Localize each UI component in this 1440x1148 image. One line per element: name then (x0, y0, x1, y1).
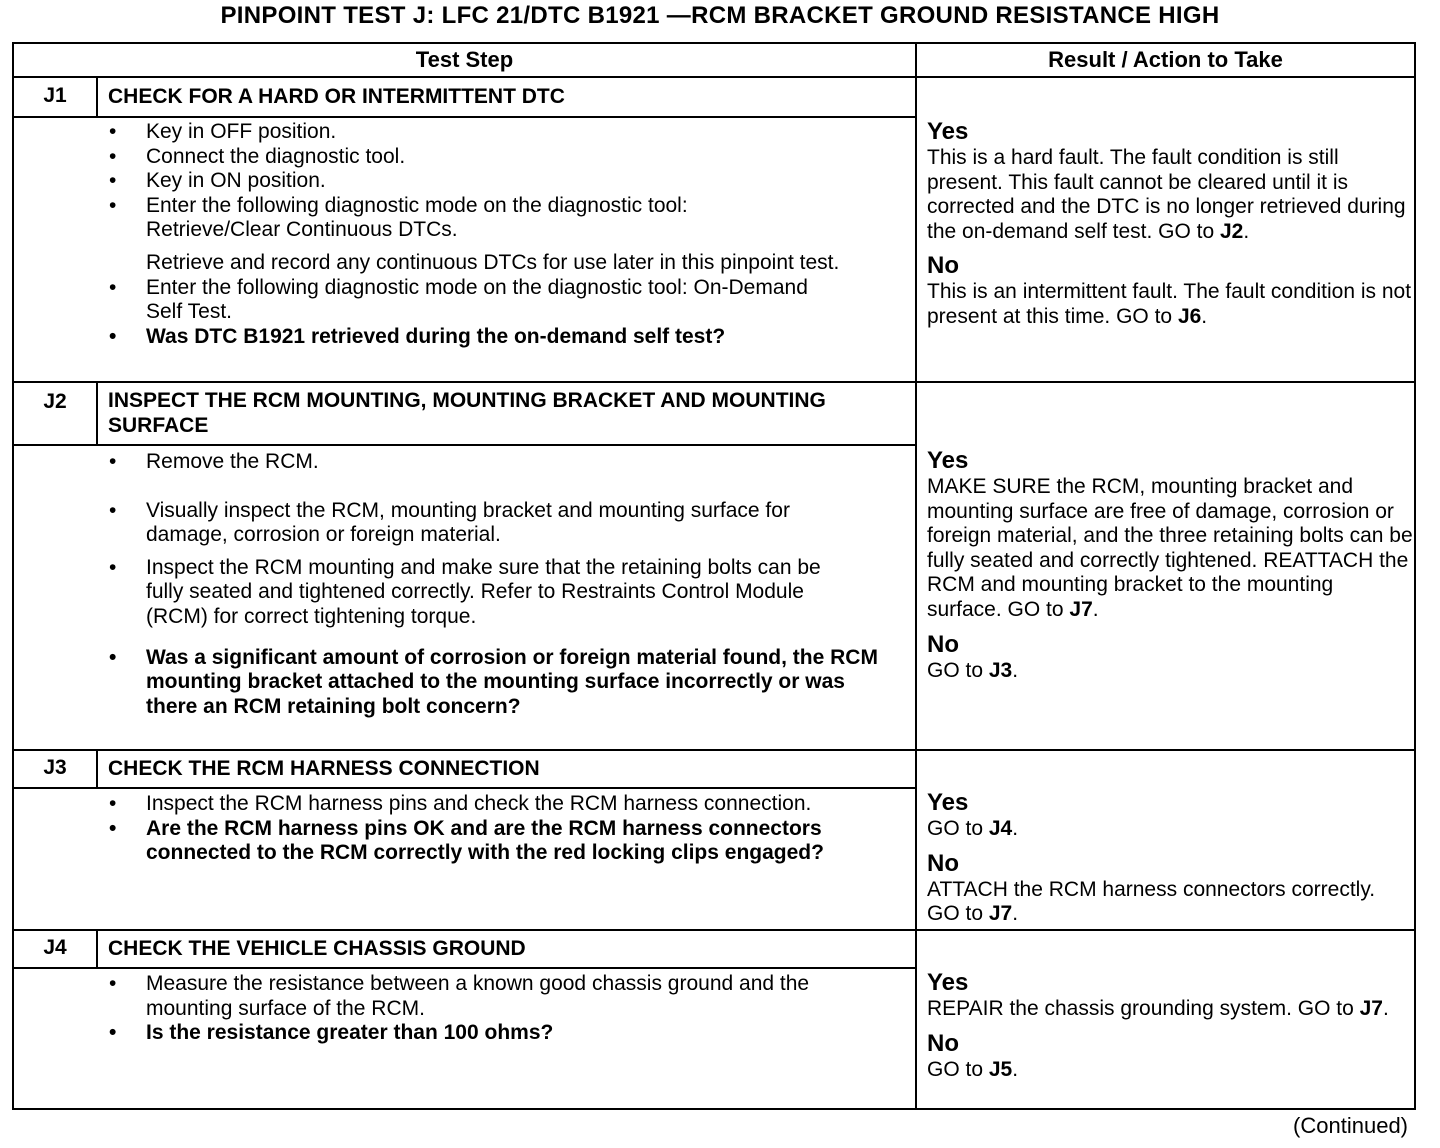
step-result (927, 447, 1413, 683)
step-instructions (102, 972, 902, 1046)
instruction-item: • Inspect the RCM mounting and make sure that the retaining bolts can be fully seated and tightened correctly. Refer to Restraints Control Module (RCM) for correct tightening torque. (109, 555, 821, 628)
instruction-question: • Was DTC B1921 retrieved during the on-demand self test? (109, 324, 726, 348)
instruction-item: • Key in OFF position. (109, 120, 337, 143)
step-id: J2 (43, 390, 67, 413)
step-title: CHECK THE RCM HARNESS CONNECTION (108, 757, 540, 780)
header-divider (14, 76, 1414, 78)
step-result (927, 789, 1413, 927)
no-label: No (927, 630, 959, 658)
instruction-item: • Visually inspect the RCM, mounting bracket and mounting surface for damage, corrosion or foreign material. (109, 498, 790, 547)
yes-label: Yes (927, 118, 969, 145)
yes-action: MAKE SURE the RCM, mounting bracket and mounting surface are free of damage, corrosion or foreign material, and the three retaining bolts can be fully seated and correctly tightened. REATTACH the RCM and mounting bracket to the mounting surface. GO to J7. (927, 475, 1413, 621)
yes-label: Yes (927, 447, 969, 474)
instruction-item: • Inspect the RCM harness pins and check the RCM harness connection. (109, 792, 812, 815)
instruction-question: • Is the resistance greater than 100 ohms? (109, 1021, 554, 1045)
step-id-divider (96, 78, 98, 116)
no-label: No (927, 849, 959, 877)
step-divider (14, 381, 1414, 383)
step-divider (14, 929, 1414, 931)
no-action: GO to J3. (927, 658, 1019, 682)
step-instructions (102, 120, 902, 349)
step-result (927, 118, 1413, 330)
no-label: No (927, 252, 959, 280)
instruction-item: • Measure the resistance between a known good chassis ground and the mounting surface of the RCM. (109, 972, 810, 1020)
step-title-divider (14, 444, 915, 446)
step-title: CHECK FOR A HARD OR INTERMITTENT DTC (108, 85, 565, 108)
yes-action: GO to J4. (927, 817, 1019, 840)
instruction-item: • Remove the RCM. (109, 450, 319, 473)
no-action: GO to J5. (927, 1057, 1019, 1081)
step-title-divider (14, 116, 915, 118)
instruction-question: • Was a significant amount of corrosion or foreign material found, the RCM mounting bracket attached to the mounting surface incorrectly or was there an RCM retaining bolt concern? (109, 645, 878, 718)
step-title-divider (14, 787, 915, 789)
step-title-divider (14, 967, 915, 969)
instruction-item: • Enter the following diagnostic mode on the diagnostic tool: On-Demand Self Test. (109, 275, 808, 324)
no-label: No (927, 1029, 959, 1057)
instruction-note: Retrieve and record any continuous DTCs for use later in this pinpoint test. (146, 250, 840, 274)
instruction-item: • Enter the following diagnostic mode on the diagnostic tool: Retrieve/Clear Continuous DTCs. (109, 193, 688, 242)
step-id-divider (96, 931, 98, 967)
page-title: PINPOINT TEST J: LFC 21/DTC B1921 —RCM BRACKET GROUND RESISTANCE HIGH (220, 2, 1220, 29)
header-test-step: Test Step (415, 47, 514, 72)
instruction-question: • Are the RCM harness pins OK and are the RCM harness connectors connected to the RCM correctly with the red locking clips engaged? (109, 816, 824, 865)
step-divider (14, 749, 1414, 751)
step-id: J4 (43, 936, 67, 959)
step-instructions (102, 450, 902, 719)
step-id: J3 (43, 756, 67, 779)
step-instructions (102, 792, 902, 866)
step-id-divider (96, 383, 98, 444)
instruction-item: • Connect the diagnostic tool. (109, 144, 406, 168)
no-action: ATTACH the RCM harness connectors correctly. GO to J7. (927, 877, 1376, 926)
step-title: INSPECT THE RCM MOUNTING, MOUNTING BRACKET AND MOUNTING SURFACE (108, 389, 826, 437)
column-divider (915, 44, 917, 1108)
step-result (927, 969, 1413, 1082)
header-result-action: Result / Action to Take (1048, 47, 1283, 72)
pinpoint-test-table (12, 42, 1416, 1110)
yes-label: Yes (927, 969, 969, 996)
step-id-divider (96, 751, 98, 787)
yes-action: This is a hard fault. The fault condition is still present. This fault cannot be cleared until it is corrected and the DTC is no longer retrieved during the on-demand self test. GO to J2. (927, 146, 1406, 243)
yes-action: REPAIR the chassis grounding system. GO to J7. (927, 997, 1389, 1020)
step-id: J1 (43, 84, 67, 107)
instruction-item: • Key in ON position. (109, 169, 326, 193)
continued-note: (Continued) (1293, 1113, 1408, 1138)
no-action: This is an intermittent fault. The fault condition is not present at this time. GO to J6. (927, 280, 1412, 328)
yes-label: Yes (927, 789, 969, 816)
step-title: CHECK THE VEHICLE CHASSIS GROUND (108, 937, 526, 960)
